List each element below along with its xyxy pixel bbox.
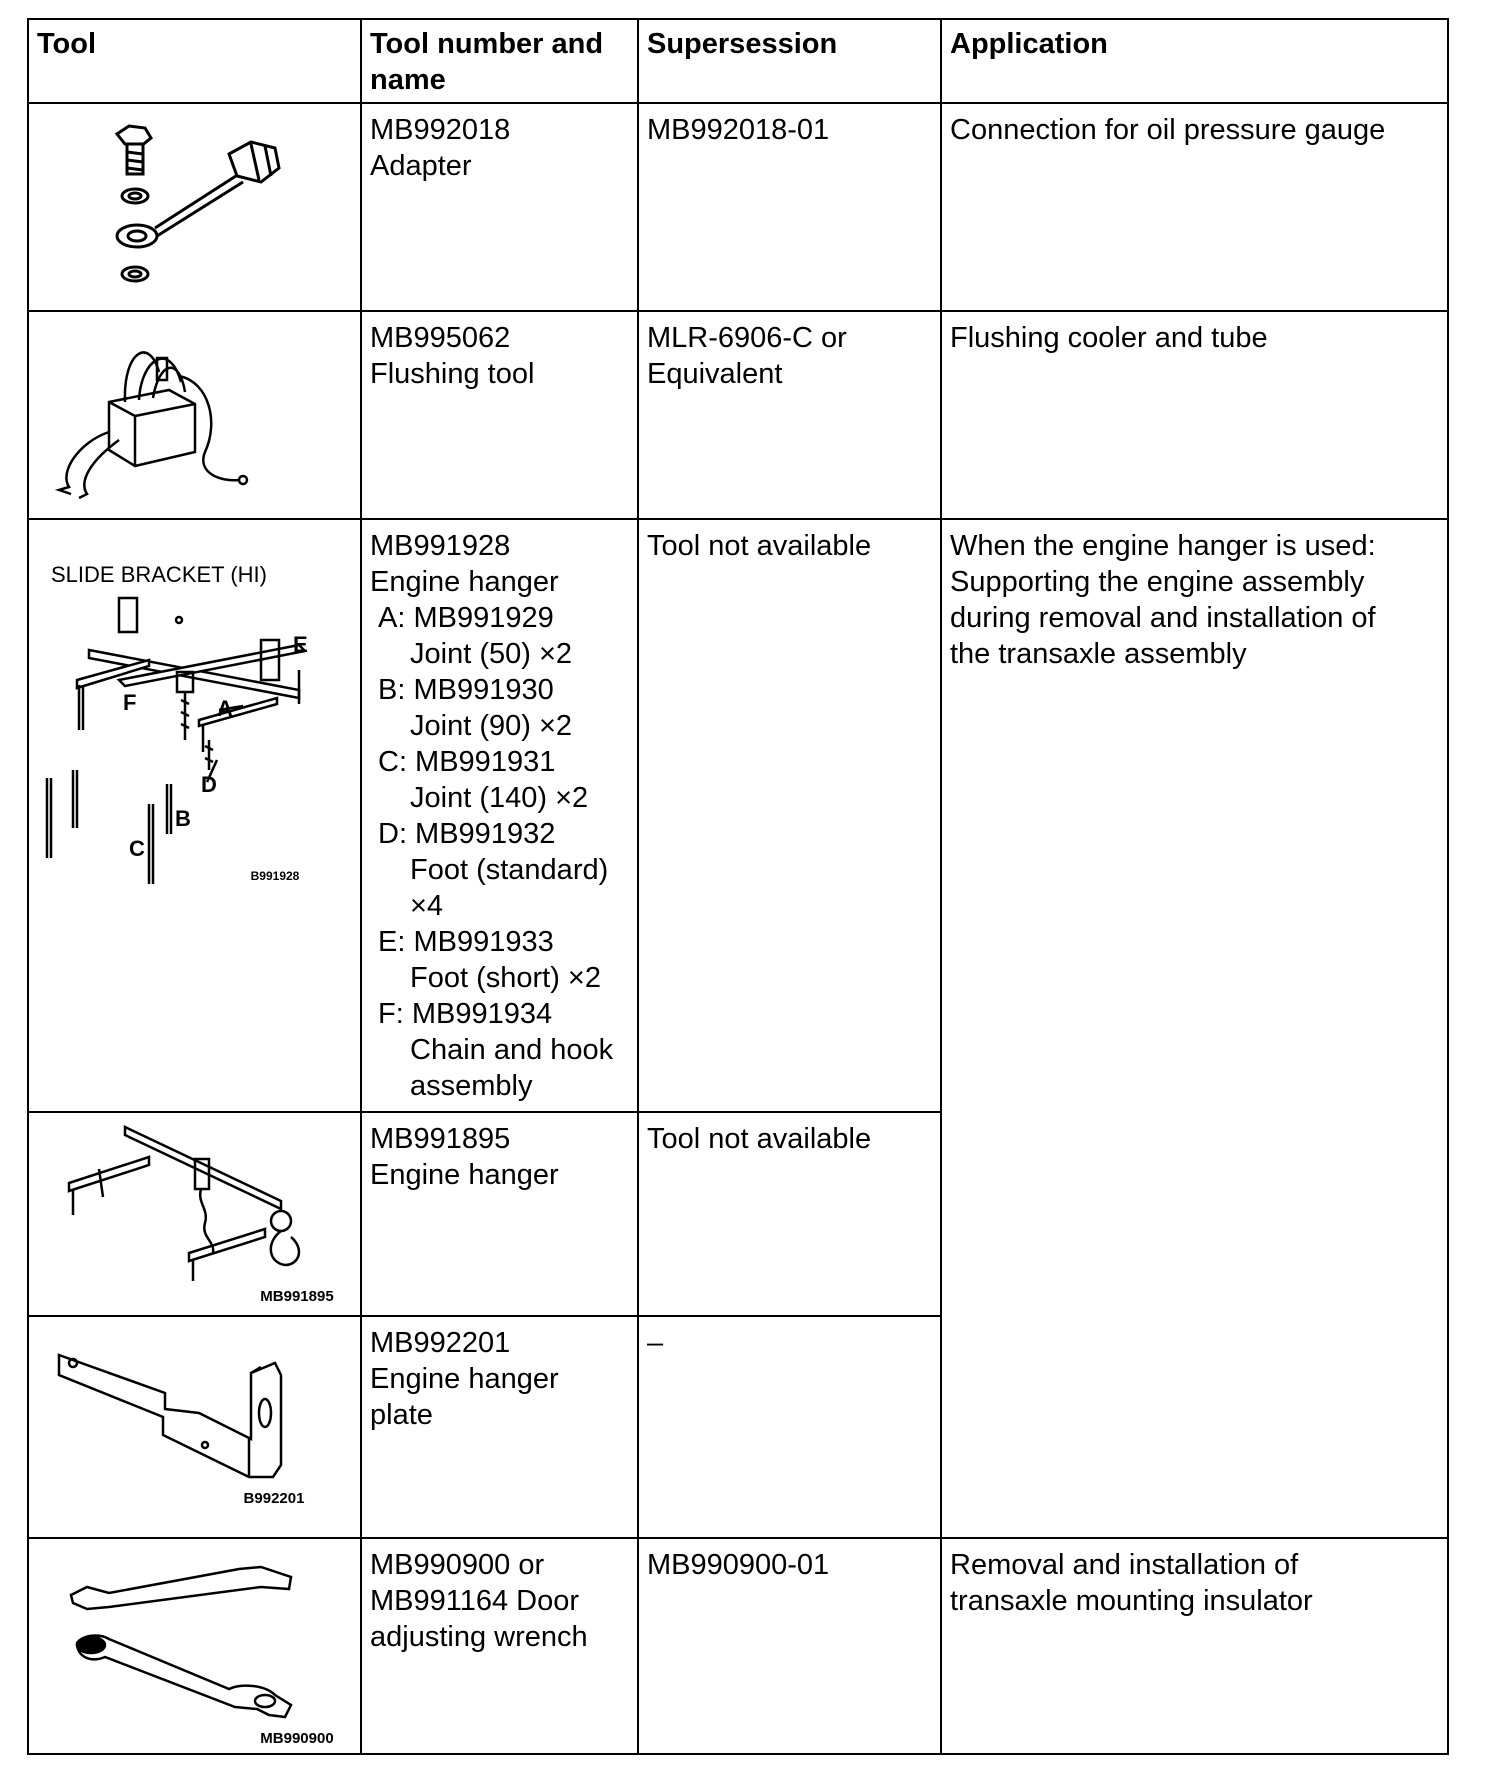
tool-number-cell: MB992201 Engine hanger plate <box>361 1316 638 1538</box>
tool-number-cell: MB990900 or MB991164 Door adjusting wrench <box>361 1538 638 1754</box>
tool-illustration-flushing-tool <box>28 311 361 519</box>
supersession-cell: MB992018-01 <box>638 103 941 311</box>
header-row <box>28 19 1448 103</box>
tool-illustration-door-wrench <box>28 1538 361 1754</box>
header-supersession: Supersession <box>638 19 941 103</box>
tool-illustration-engine-hanger <box>28 519 361 1112</box>
application-cell: Connection for oil pressure gauge <box>941 103 1448 311</box>
tool-number-cell: MB991928 Engine hanger A: MB991929 Joint (50) ×2 B: MB991930 Joint (90) ×2 C: MB991931 Joint (140) ×2 D: MB991932 Foot (standard) ×4 E: MB991933 Foot (short) ×2 F: MB991934 Chain and hook assembly <box>361 519 638 1112</box>
table-row <box>28 103 1448 311</box>
header-tool: Tool <box>28 19 361 103</box>
header-application: Application <box>941 19 1448 103</box>
adapter-illustration <box>29 104 360 310</box>
tool-illustration-hanger-plate <box>28 1316 361 1538</box>
hanger-plate-illustration <box>29 1317 360 1537</box>
supersession-cell: MB990900-01 <box>638 1538 941 1754</box>
table-row <box>28 519 1448 1112</box>
tool-number-cell: MB995062 Flushing tool <box>361 311 638 519</box>
figure-code: B992201 <box>243 1490 305 1507</box>
tool-number-cell: MB991895 Engine hanger <box>361 1112 638 1316</box>
supersession-cell: Tool not available <box>638 1112 941 1316</box>
figure-label-e: E <box>293 632 308 657</box>
special-tools-table <box>27 18 1449 1755</box>
engine-hanger-illustration <box>29 520 360 1111</box>
figure-label-c: C <box>129 836 145 861</box>
figure-title: SLIDE BRACKET (HI) <box>51 562 267 587</box>
tool-number-cell: MB992018 Adapter <box>361 103 638 311</box>
figure-label-d: D <box>201 772 217 797</box>
tool-illustration-engine-hanger-2 <box>28 1112 361 1316</box>
engine-hanger-2-illustration <box>29 1113 360 1315</box>
supersession-cell: – <box>638 1316 941 1538</box>
figure-code: MB990900 <box>260 1730 334 1747</box>
tool-illustration-adapter <box>28 103 361 311</box>
figure-label-f: F <box>123 690 137 715</box>
application-cell-engine-hanger: When the engine hanger is used: Supporting the engine assembly during removal and installation of the transaxle assembly <box>941 519 1448 1538</box>
flushing-tool-illustration <box>29 312 360 518</box>
application-cell: Flushing cooler and tube <box>941 311 1448 519</box>
door-wrench-illustration <box>29 1539 360 1753</box>
table-row <box>28 311 1448 519</box>
application-cell: Removal and installation of transaxle mounting insulator <box>941 1538 1448 1754</box>
supersession-cell: Tool not available <box>638 519 941 1112</box>
figure-code: B991928 <box>250 869 300 883</box>
supersession-cell: MLR-6906-C or Equivalent <box>638 311 941 519</box>
figure-code: MB991895 <box>260 1288 334 1305</box>
table-row <box>28 1538 1448 1754</box>
figure-label-a: A <box>217 696 233 721</box>
header-tool-number: Tool number and name <box>361 19 638 103</box>
figure-label-b: B <box>175 806 191 831</box>
